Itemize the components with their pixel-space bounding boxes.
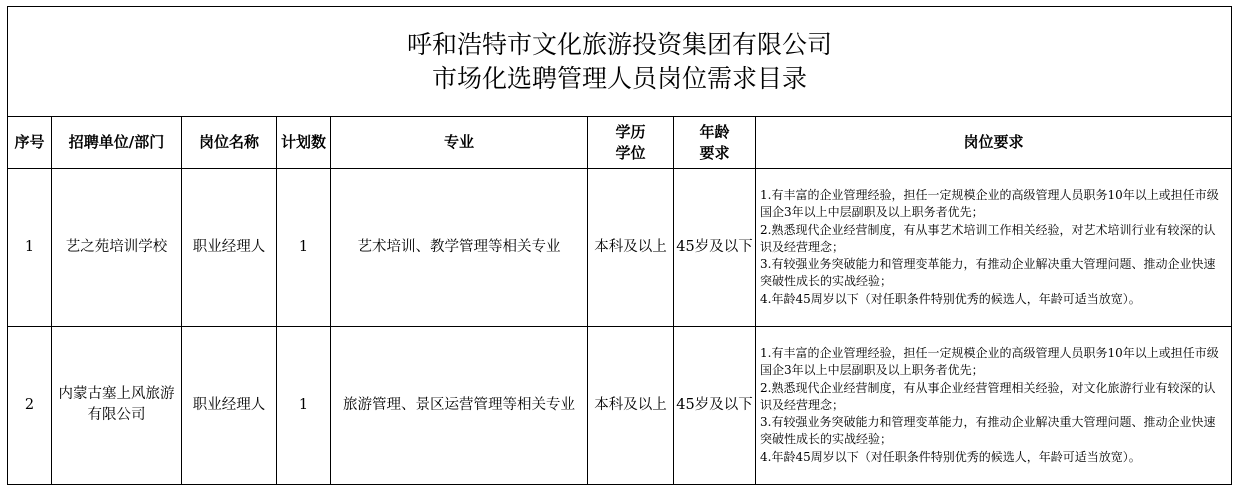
title-line-1: 呼和浩特市文化旅游投资集团有限公司 bbox=[407, 29, 833, 59]
row-major: 旅游管理、景区运营管理等相关专业 bbox=[331, 326, 588, 484]
row-unit-text: 内蒙古塞上风旅游有限公司 bbox=[58, 386, 175, 424]
requirement-line: 识及经营理念； bbox=[760, 239, 845, 254]
requirement-line: 3.有较强业务突破能力和管理变革能力，有推动企业解决重大管理问题、推动企业快速 bbox=[760, 257, 1216, 272]
header-seq: 序号 bbox=[8, 117, 52, 169]
title-row bbox=[8, 7, 1232, 117]
header-age-line2: 要求 bbox=[699, 143, 730, 162]
row-count: 1 bbox=[277, 169, 331, 327]
header-position: 岗位名称 bbox=[182, 117, 277, 169]
requirement-line: 3.有较强业务突破能力和管理变革能力，有推动企业解决重大管理问题、推动企业快速 bbox=[760, 415, 1216, 430]
requirement-line: 国企3年以上中层副职及以上职务者优先； bbox=[760, 363, 984, 378]
header-unit: 招聘单位/部门 bbox=[52, 117, 182, 169]
row-position: 职业经理人 bbox=[182, 169, 277, 327]
header-education bbox=[588, 117, 674, 169]
table-row bbox=[8, 326, 1232, 484]
requirement-line: 4.年龄45周岁以下（对任职条件特别优秀的候选人，年龄可适当放宽）。 bbox=[760, 291, 1141, 306]
title-line-2: 市场化选聘管理人员岗位需求目录 bbox=[432, 63, 808, 93]
requirement-line: 国企3年以上中层副职及以上职务者优先； bbox=[760, 205, 984, 220]
requirement-line: 1.有丰富的企业管理经验，担任一定规模企业的高级管理人员职务10年以上或担任市级 bbox=[760, 187, 1219, 202]
requirement-line: 2.熟悉现代企业经营制度，有从事企业经营管理相关经验，对文化旅游行业有较深的认 bbox=[760, 380, 1216, 395]
row-seq: 1 bbox=[8, 169, 52, 327]
requirement-line: 突破性成长的实战经验； bbox=[760, 274, 893, 289]
row-unit bbox=[52, 169, 182, 327]
table-row bbox=[8, 169, 1232, 327]
requirement-line: 4.年龄45周岁以下（对任职条件特别优秀的候选人，年龄可适当放宽）。 bbox=[760, 449, 1141, 464]
row-unit bbox=[52, 326, 182, 484]
row-position: 职业经理人 bbox=[182, 326, 277, 484]
header-row bbox=[8, 117, 1232, 169]
row-unit-text: 艺之苑培训学校 bbox=[65, 239, 168, 255]
requirement-line: 识及经营理念； bbox=[760, 397, 845, 412]
header-count: 计划数 bbox=[277, 117, 331, 169]
row-requirements bbox=[756, 169, 1232, 327]
header-age-line1: 年龄 bbox=[699, 122, 730, 141]
header-education-line2: 学位 bbox=[615, 143, 646, 162]
header-major: 专业 bbox=[331, 117, 588, 169]
header-education-line1: 学历 bbox=[615, 122, 646, 141]
header-age bbox=[674, 117, 756, 169]
position-requirements-table bbox=[7, 6, 1232, 485]
row-education: 本科及以上 bbox=[588, 169, 674, 327]
requirement-line: 2.熟悉现代企业经营制度，有从事艺术培训工作相关经验，对艺术培训行业有较深的认 bbox=[760, 222, 1216, 237]
row-major: 艺术培训、教学管理等相关专业 bbox=[331, 169, 588, 327]
row-seq: 2 bbox=[8, 326, 52, 484]
row-count: 1 bbox=[277, 326, 331, 484]
row-requirements bbox=[756, 326, 1232, 484]
row-age: 45岁及以下 bbox=[674, 169, 756, 327]
requirement-line: 1.有丰富的企业管理经验，担任一定规模企业的高级管理人员职务10年以上或担任市级 bbox=[760, 345, 1219, 360]
table-title bbox=[8, 7, 1232, 117]
row-age: 45岁及以下 bbox=[674, 326, 756, 484]
requirement-line: 突破性成长的实战经验； bbox=[760, 432, 893, 447]
header-requirements: 岗位要求 bbox=[756, 117, 1232, 169]
row-education: 本科及以上 bbox=[588, 326, 674, 484]
recruitment-table-sheet bbox=[7, 6, 1231, 485]
